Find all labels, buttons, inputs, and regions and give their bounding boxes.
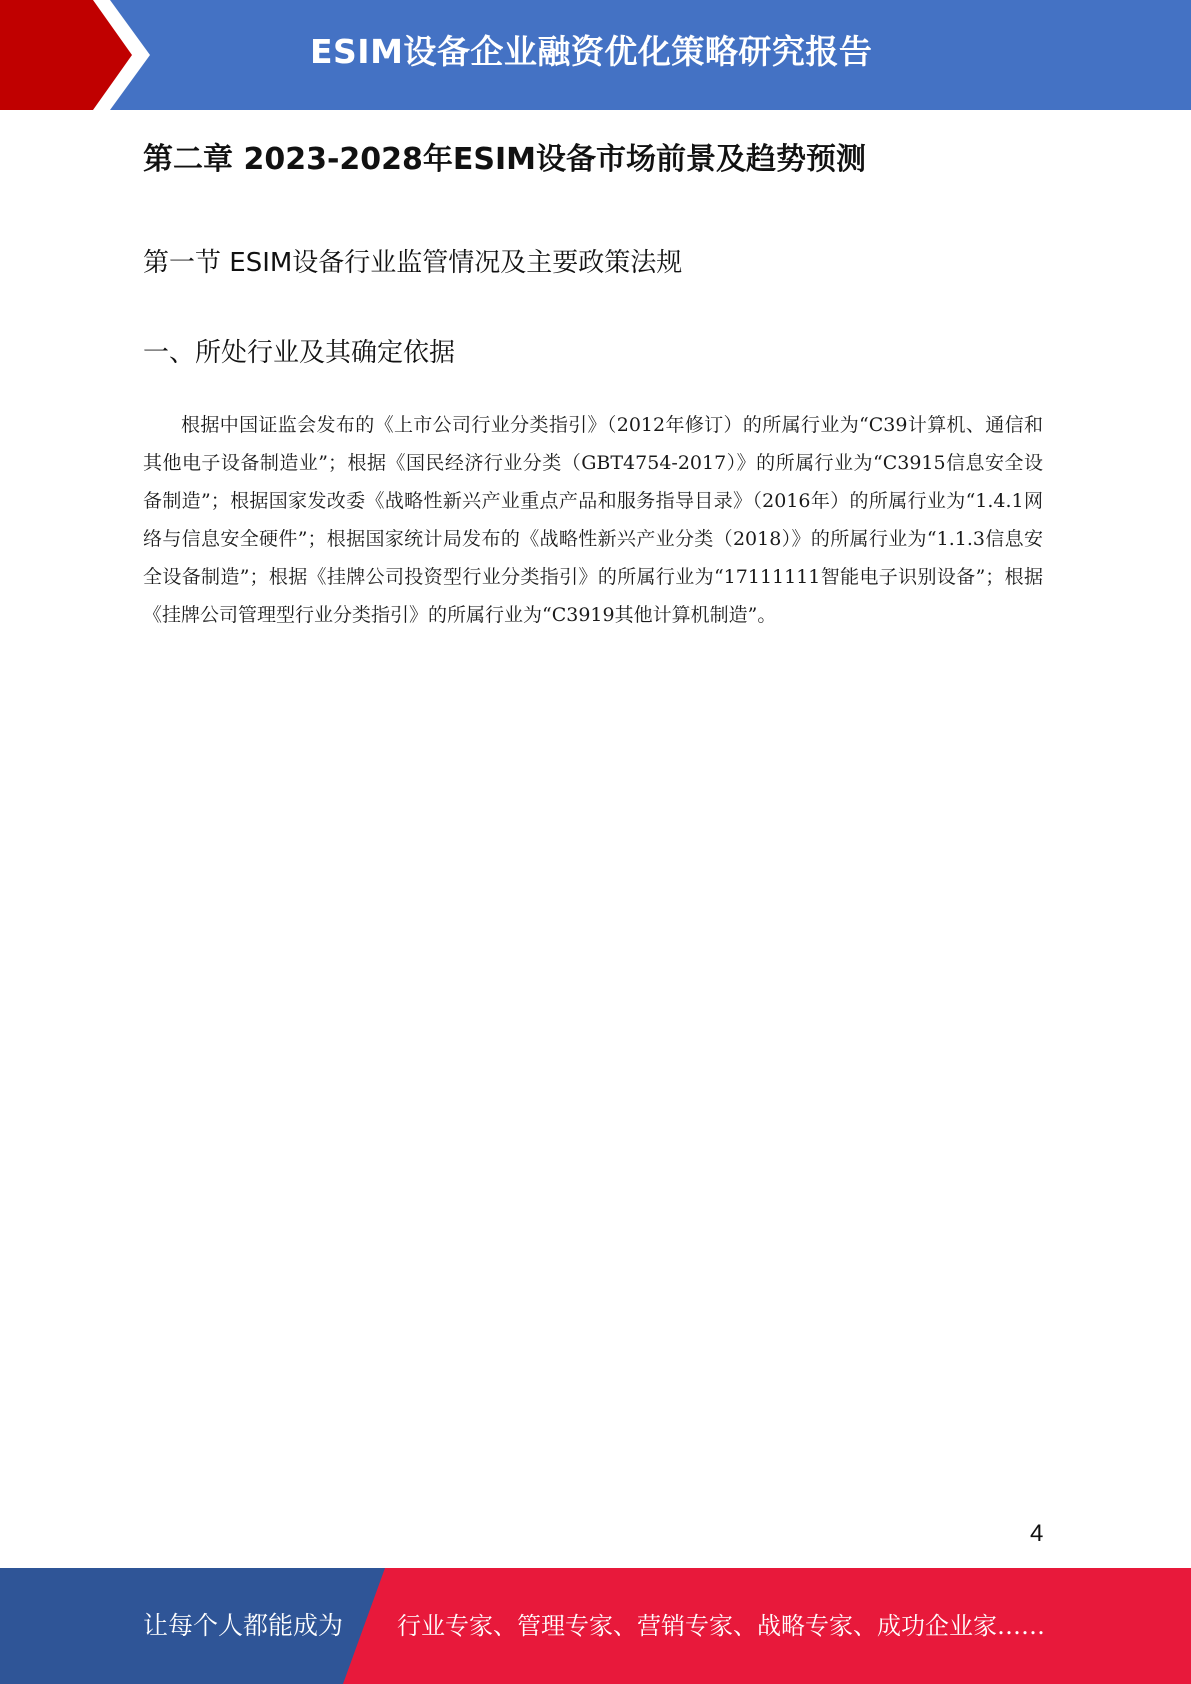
section-title: 第一节 ESIM设备行业监管情况及主要政策法规 [143, 248, 683, 278]
chapter-title: 第二章 2023-2028年ESIM设备市场前景及趋势预测 [143, 142, 867, 177]
report-header-banner [0, 0, 1191, 110]
footer-slogan-right: 行业专家、管理专家、营销专家、战略专家、成功企业家…… [397, 1612, 1045, 1640]
subsection-title: 一、所处行业及其确定依据 [143, 338, 456, 368]
header-red-chevron-icon [0, 0, 150, 110]
body-paragraph: 根据中国证监会发布的《上市公司行业分类指引》（2012年修订）的所属行业为“C39计算机、通信和其他电子设备制造业”；根据《国民经济行业分类（GBT4754-2017）》的所属行业为“C3915信息安全设备制造”；根据国家发改委《战略性新兴产业重点产品和服务指导目录》（2016年）的所属行业为“1.4.1网络与信息安全硬件”；根据国家统计局发布的《战略性新兴产业分类（2018）》的所属行业为“1.1.3信息安全设备制造”；根据《挂牌公司投资型行业分类指引》的所属行业为“17111111智能电子识别设备”；根据《挂牌公司管理型行业分类指引》的所属行业为“C3919其他计算机制造”。 [143, 414, 1043, 626]
page-number: 4 [1030, 1520, 1044, 1547]
report-title: ESIM设备企业融资优化策略研究报告 [310, 32, 873, 71]
footer-slogan-left: 让每个人都能成为 [143, 1611, 344, 1640]
report-footer-banner [0, 1568, 1191, 1684]
